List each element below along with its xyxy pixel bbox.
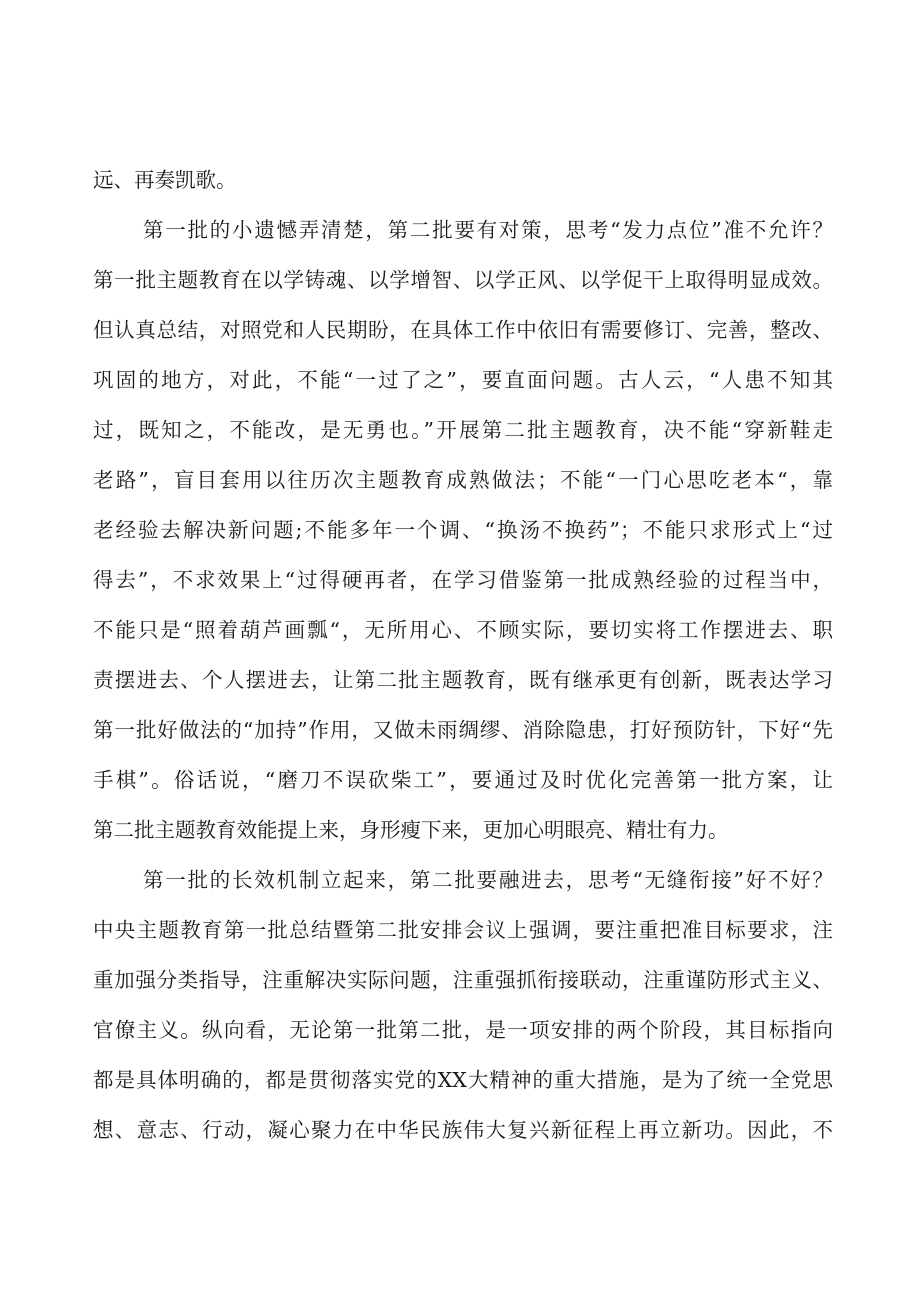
paragraph-start-line: 第一批的长效机制立起来，第二批要融进去，思考“无缝衔接”好不好？ [143,868,833,892]
text-line: 过，既知之，不能改，是无勇也。”开展第二批主题教育，决不能“穿新鞋走 [93,418,833,442]
text-line: 都是具体明确的，都是贯彻落实党的XX大精神的重大措施，是为了统一全党思 [93,1068,833,1092]
text-line: 老经验去解决新问题;不能多年一个调、“换汤不换药”；不能只求形式上“过 [93,518,833,542]
text-line: 第一批好做法的“加持”作用，又做未雨绸缪、消除隐患，打好预防针，下好“先 [93,718,833,742]
text-line: 中央主题教育第一批总结暨第二批安排会议上强调，要注重把准目标要求，注 [93,918,833,942]
text-line: 手棋”。俗话说，“磨刀不误砍柴工”，要通过及时优化完善第一批方案，让 [93,768,833,792]
text-line: 想、意志、行动，凝心聚力在中华民族伟大复兴新征程上再立新功。因此，不 [93,1118,833,1142]
text-line: 官僚主义。纵向看，无论第一批第二批，是一项安排的两个阶段，其目标指向 [93,1018,833,1042]
text-line: 得去”，不求效果上“过得硬再者，在学习借鉴第一批成熟经验的过程当中， [93,568,833,592]
text-line: 责摆进去、个人摆进去，让第二批主题教育，既有继承更有创新，既表达学习 [93,668,833,692]
text-line: 远、再奏凯歌。 [93,168,237,192]
text-line: 但认真总结，对照党和人民期盼，在具体工作中依旧有需要修订、完善，整改、 [93,318,833,342]
paragraph-start-line: 第一批的小遗憾弄清楚，第二批要有对策，思考“发力点位”准不允许？ [143,218,833,242]
text-line: 第一批主题教育在以学铸魂、以学增智、以学正风、以学促干上取得明显成效。 [93,268,833,292]
text-line: 第二批主题教育效能提上来，身形瘦下来，更加心明眼亮、精壮有力。 [93,818,729,842]
text-line: 巩固的地方，对此，不能“一过了之”，要直面问题。古人云，“人患不知其 [93,368,833,392]
text-line: 不能只是“照着葫芦画瓢“，无所用心、不顾实际，要切实将工作摆进去、职 [93,618,833,642]
text-line: 老路”，盲目套用以往历次主题教育成熟做法；不能“一门心思吃老本“，靠 [93,468,833,492]
text-line: 重加强分类指导，注重解决实际问题，注重强抓衔接联动，注重谨防形式主义、 [93,968,833,992]
